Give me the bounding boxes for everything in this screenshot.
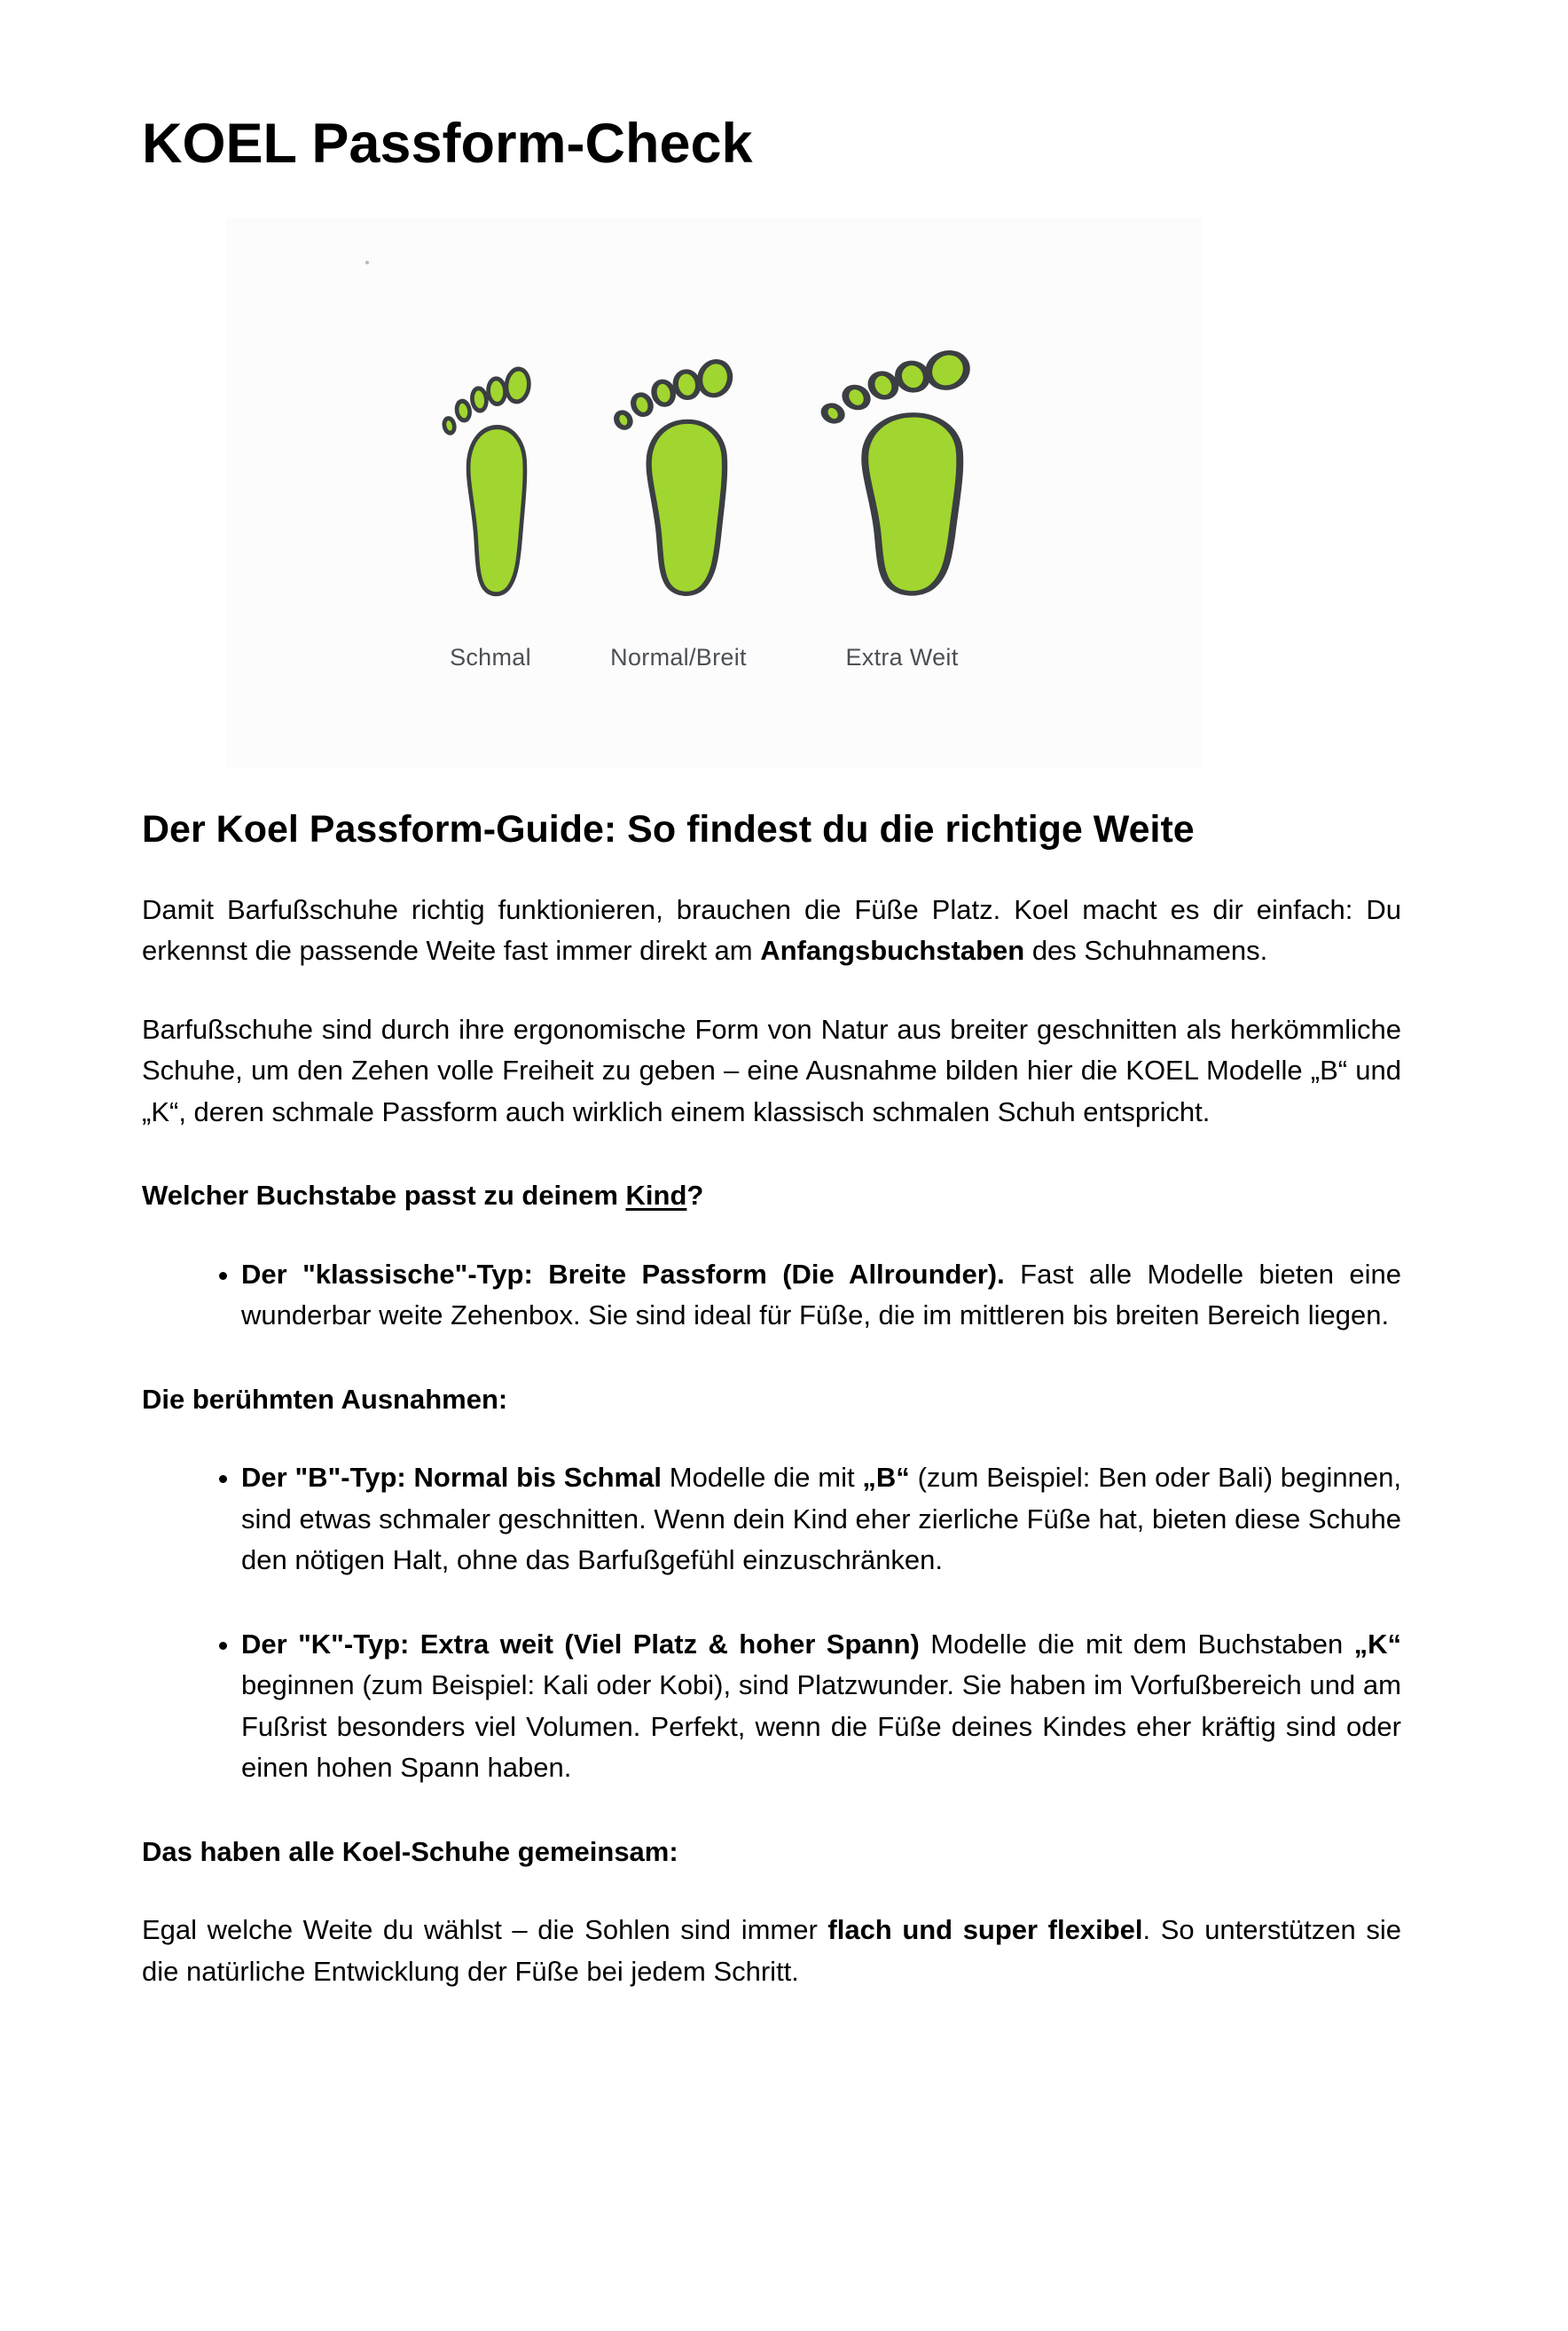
- text-run-bold: Anfangsbuchstaben: [760, 935, 1025, 967]
- foot-width-label: Extra Weit: [845, 644, 959, 671]
- question-heading: [142, 1175, 1401, 1217]
- intro-paragraph-2: Barfußschuhe sind durch ihre ergonomische Form von Natur aus breiter geschnitten als herkömmliche Schuhe, um den Zehen volle Freiheit zu geben – eine Ausnahme bilden hier die KOEL Modelle „B“ und „K“, deren schmale Passform auch wirklich einem klassisch schmalen Schuh entspricht.: [142, 1013, 1401, 1127]
- foot-column-normal-breit: [608, 312, 749, 671]
- footprint-extra-weit-graphic: [814, 302, 990, 605]
- page-title: KOEL Passform-Check: [142, 113, 753, 175]
- text-run: des Schuhnamens.: [1024, 935, 1268, 967]
- text-run-bold: flach und super flexibel: [827, 1914, 1143, 1946]
- exceptions-list: [142, 1457, 1401, 1789]
- list-item-k-typ: [241, 1624, 1401, 1789]
- text-run: beginnen (zum Beispiel: Kali oder Kobi), sind Platzwunder. Sie haben im Vorfußbereich und am Fußrist besonders viel Volumen. Perfekt, wenn die Füße deines Kindes eher kräftig sind oder einen hohen Spann haben.: [241, 1669, 1401, 1784]
- text-run: Damit Barfußschuhe richtig funktionieren, brauchen die Füße Platz. Koel macht es dir einfach: Du erkennst die passende Weite fast immer direkt am: [142, 893, 1401, 967]
- text-run: Egal welche Weite du wählst – die Sohlen sind immer: [142, 1914, 828, 1946]
- allrounder-list: [142, 1254, 1401, 1337]
- text-run: . So unterstützen sie die natürliche Entwicklung der Füße bei jedem Schritt.: [142, 1914, 1401, 1987]
- text-run: Modelle die mit dem Buchstaben: [919, 1628, 1354, 1660]
- text-run-bold: Der "B"-Typ: Normal bis Schmal: [241, 1462, 662, 1494]
- image-artifact-dot: [365, 261, 369, 264]
- footprint-normal-breit-graphic: [608, 312, 749, 605]
- common-heading: Das haben alle Koel-Schuhe gemeinsam:: [142, 1835, 678, 1867]
- text-run: (zum Beispiel: Ben oder Bali) beginnen, sind etwas schmaler geschnitten. Wenn dein Kind eher zierliche Füße hat, bieten diese Schuhe den nötigen Halt, ohne das Barfußgefühl einzuschränken.: [241, 1462, 1401, 1576]
- text-run: Welcher Buchstabe passt zu deinem: [142, 1180, 626, 1212]
- guide-heading: Der Koel Passform-Guide: So findest du die richtige Weite: [142, 808, 1195, 852]
- text-run: Fast alle Modelle bieten eine wunderbar weite Zehenbox. Sie sind ideal für Füße, die im mittleren bis breiten Bereich liegen.: [241, 1258, 1401, 1331]
- text-run-underline: Kind: [625, 1180, 687, 1212]
- text-run-bold: Der "klassische"-Typ: Breite Passform (Die Allrounder).: [241, 1258, 1005, 1290]
- text-run-bold: Der "K"-Typ: Extra weit (Viel Platz & hoher Spann): [241, 1628, 920, 1660]
- footprint-schmal-graphic: [438, 321, 543, 605]
- foot-column-extra-weit: [814, 302, 990, 671]
- fit-width-figure: [226, 217, 1202, 767]
- text-run-bold: „B“: [862, 1462, 910, 1494]
- text-run: Modelle die mit: [661, 1462, 863, 1494]
- text-run-bold: „K“: [1353, 1628, 1401, 1660]
- intro-paragraph-1: [142, 890, 1401, 972]
- exceptions-heading: Die berühmten Ausnahmen:: [142, 1383, 508, 1415]
- outro-paragraph: [142, 1910, 1401, 1992]
- list-item-b-typ: [241, 1457, 1401, 1581]
- foot-width-label: Schmal: [450, 644, 531, 671]
- list-item-klassische-typ: [241, 1254, 1401, 1337]
- text-run: ?: [686, 1180, 704, 1212]
- foot-width-label: Normal/Breit: [610, 644, 747, 671]
- foot-column-schmal: [438, 321, 543, 671]
